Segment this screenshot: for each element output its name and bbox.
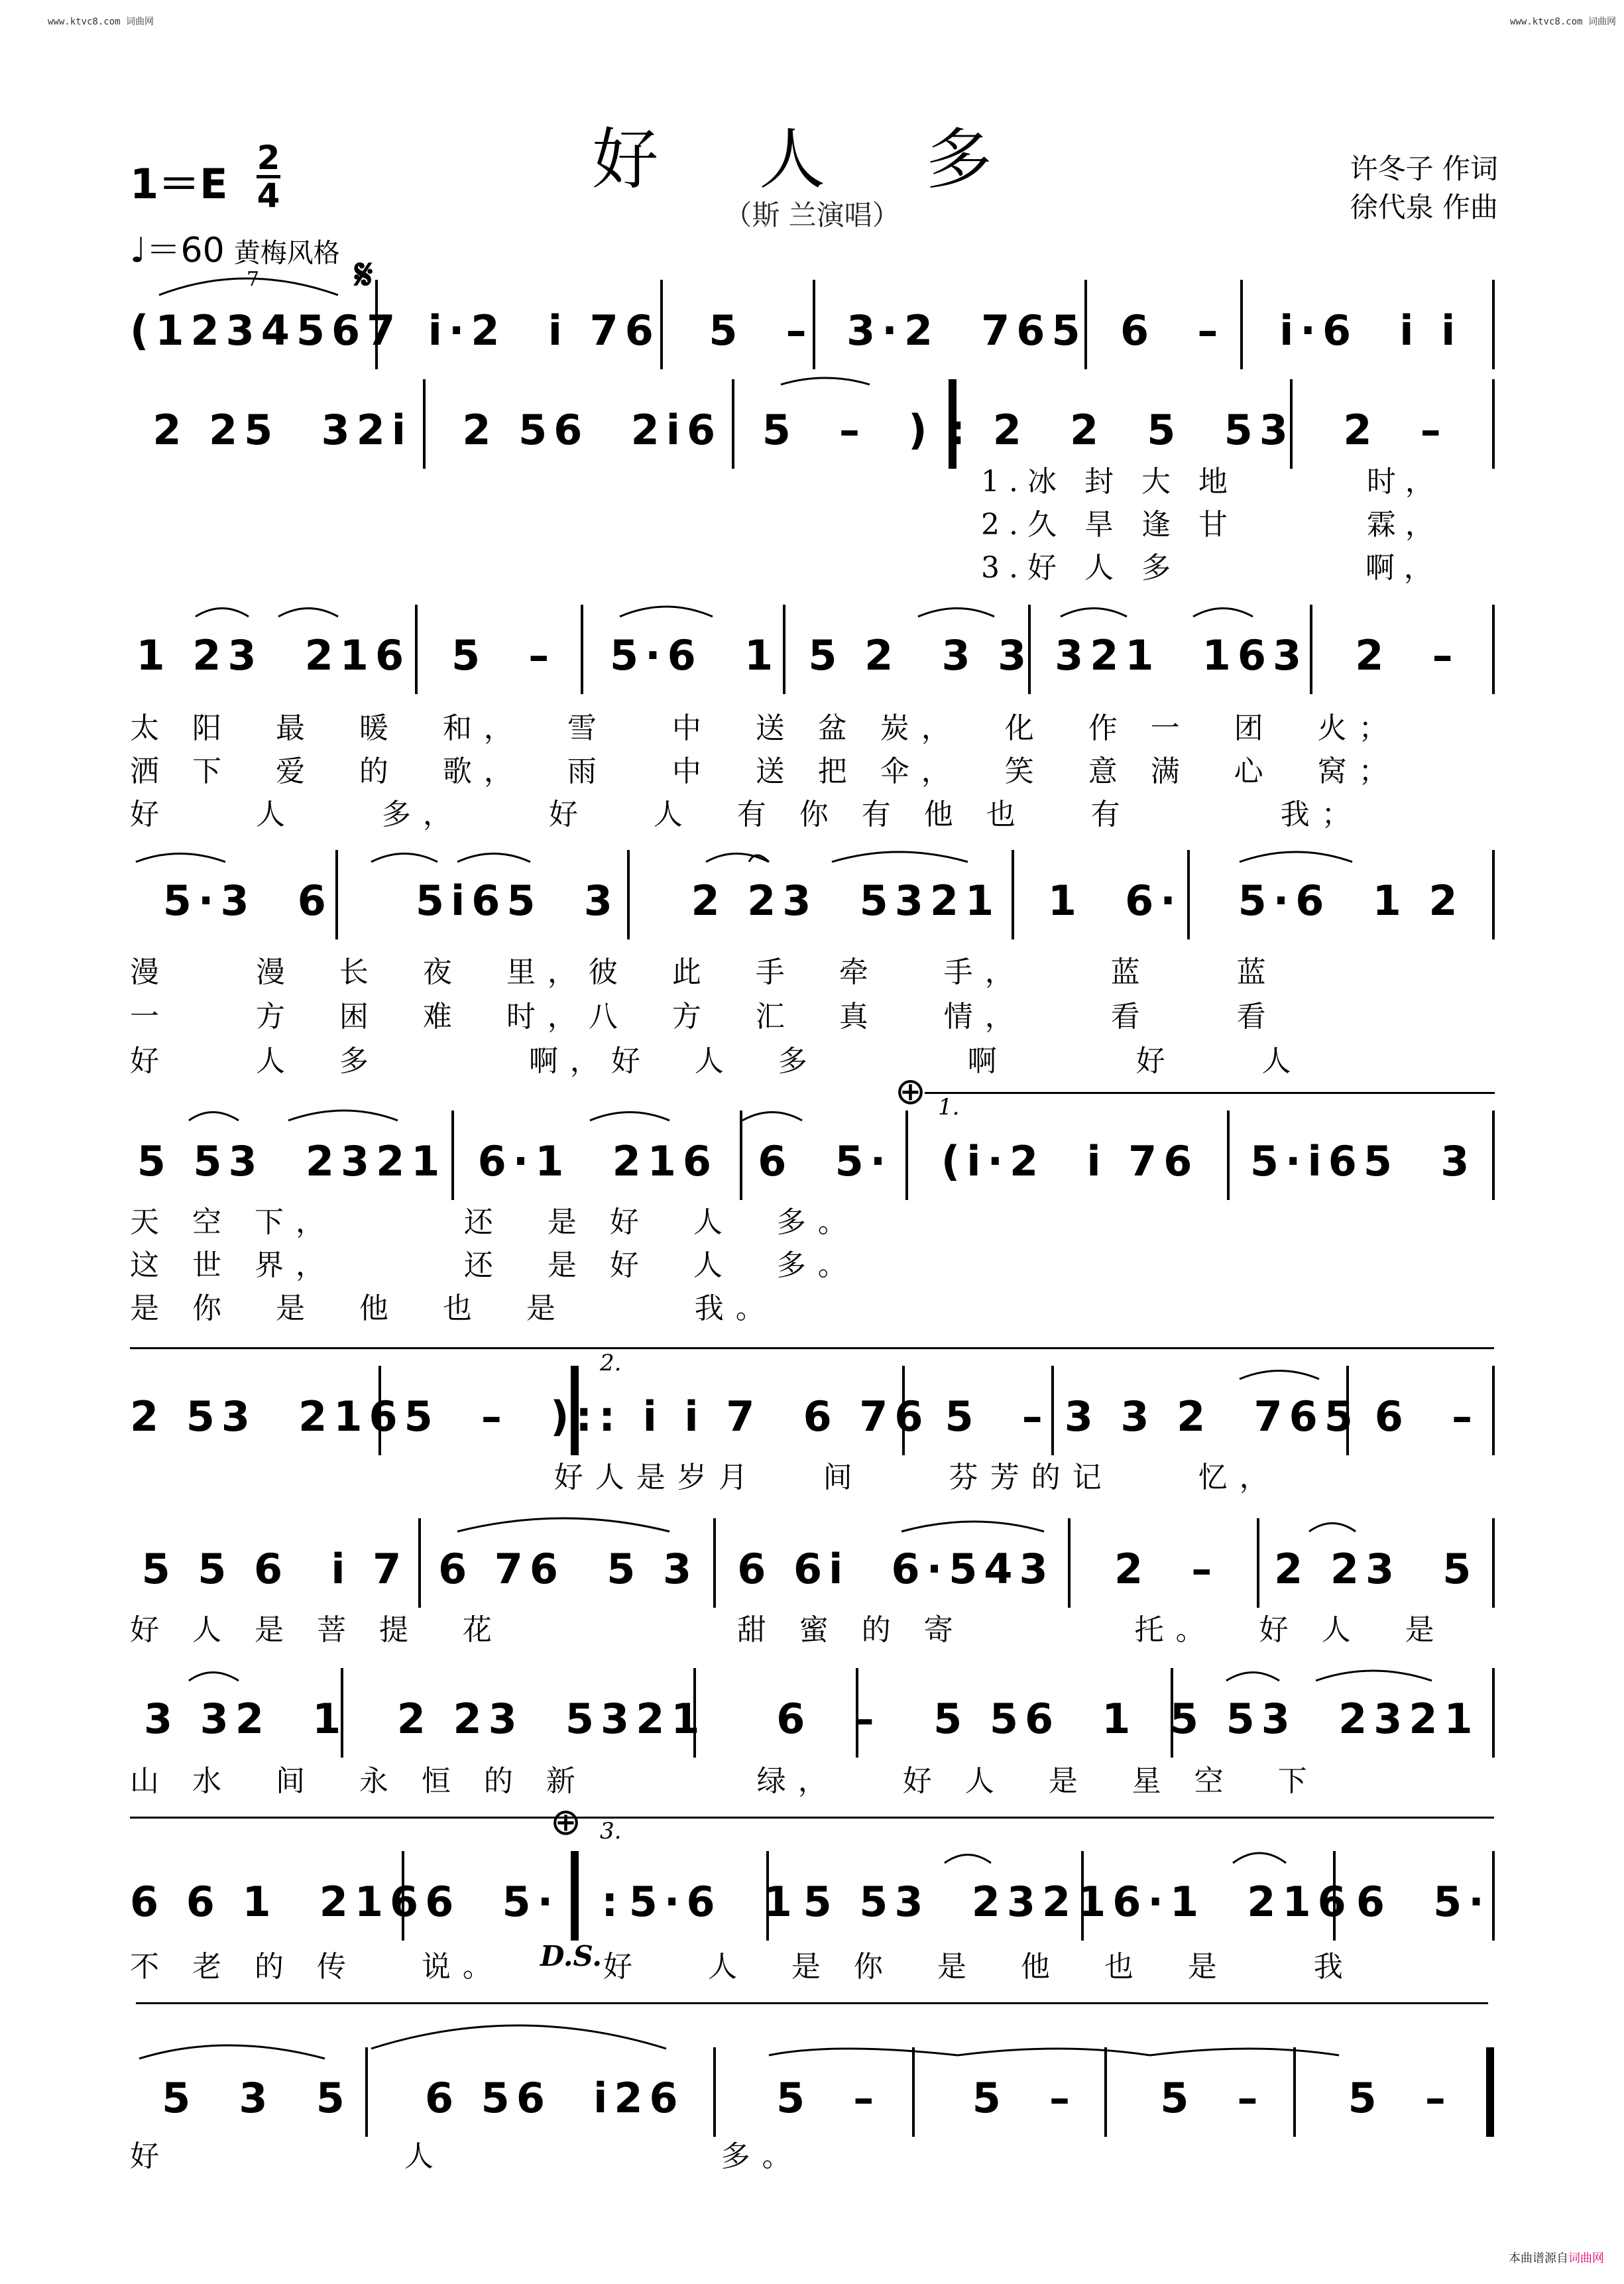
measure: 5 – ) <box>762 406 934 454</box>
measure: 3 3 2 765 <box>1064 1392 1360 1441</box>
lyric-line-2: 2.久 旱 逢 甘 霖， <box>981 508 1444 542</box>
measure: 5 – <box>451 631 556 680</box>
measure: 2 23 5 <box>1274 1545 1478 1593</box>
measure: 5 – <box>1160 2074 1265 2122</box>
coda-icon: ⊕ <box>895 1070 926 1113</box>
measure: (i·2 i 76 <box>941 1137 1199 1185</box>
measure: 2 – <box>1343 406 1448 454</box>
measure: 5 – ): <box>404 1392 599 1441</box>
measure: (1234567 <box>130 306 402 355</box>
lyric-line-3: 是 你 是 他 也 是 我。 <box>130 1292 777 1325</box>
measure: 6 6 1 216 <box>130 1878 426 1926</box>
measure: 2 – <box>1355 631 1460 680</box>
measure: 6 6i 6·543 <box>737 1545 1055 1593</box>
measure: 6 – <box>1374 1392 1479 1441</box>
lyric-line-1: 不 老 的 传 说。 <box>130 1950 504 1984</box>
lyric-line-2: 洒 下 爱 的 歌， 雨 中 送 把 伞， 笑 意 满 心 窝； <box>130 754 1400 788</box>
measure: 1 6· <box>1047 876 1183 925</box>
tempo-mark: ♩＝60 <box>130 231 225 270</box>
measure: 6·1 216 <box>1112 1878 1353 1926</box>
time-top: 2 <box>257 139 280 177</box>
measure: 5·i65 3 <box>1249 1137 1476 1185</box>
lyric-line-2: 好 人 是 你 是 他 也 是 我 <box>603 1950 1355 1984</box>
measure: 2 56 2i6 <box>462 406 723 454</box>
lyricist: 许冬子 作词 <box>1350 152 1498 185</box>
measure: 3 32 1 <box>143 1695 348 1743</box>
measure: 6 – <box>776 1695 881 1743</box>
measure: 5i65 3 <box>415 876 619 925</box>
measure: : 2 2 5 53 <box>949 406 1295 454</box>
dal-segno-mark: D.S. <box>540 1940 603 1972</box>
measure: i·2 i 76 <box>428 306 660 355</box>
lyric-line-1: 好 人 是 菩 提 花 甜 蜜 的 寄 托。 好 人 是 <box>130 1613 1446 1647</box>
lyric-line-3: 3.好 人 多 啊， <box>981 551 1442 585</box>
lyric-line-1: 天 空 下， 还 是 好 人 多。 <box>130 1205 859 1239</box>
measure: 1 23 216 <box>136 631 411 680</box>
measure: 2 53 216 <box>130 1392 404 1441</box>
lyric-line-2: 这 世 界， 还 是 好 人 多。 <box>130 1248 859 1282</box>
coda-icon: ⊕ <box>550 1801 581 1844</box>
measure: 5 – <box>945 1392 1049 1441</box>
style-mark: 黄梅风格 <box>233 238 340 269</box>
measure: 5·6 1 <box>628 1878 799 1926</box>
measure: 5 – <box>709 306 813 355</box>
volta-1-label: 1. <box>938 1094 960 1120</box>
volta-3-label: 3. <box>600 1818 622 1844</box>
site-watermark-right: www.ktvc8.com 词曲网 <box>1509 17 1616 27</box>
lyric-line-1: 好人是岁月 间 芬芳的记 忆， <box>130 1461 1281 1494</box>
lyric-line-3: 好 人 多， 好 人 有 你 有 他 也 有 我； <box>130 798 1363 831</box>
volta-2-label: 2. <box>600 1350 622 1376</box>
measure: 6 5· <box>1356 1878 1491 1926</box>
measure: 6 56 i26 <box>424 2074 685 2122</box>
site-watermark-left: www.ktvc8.com 词曲网 <box>48 17 154 27</box>
song-subtitle: （斯 兰演唱） <box>724 199 900 231</box>
key-signature: 1＝E <box>130 160 228 208</box>
measure: 6 – <box>1120 306 1225 355</box>
song-title: 好 人 多 <box>592 121 1032 198</box>
measure: i·6 i i <box>1279 306 1462 355</box>
measure: 3·2 765 <box>846 306 1087 355</box>
footer-prefix: 本曲谱源自 <box>1509 2252 1568 2265</box>
time-bottom: 4 <box>257 176 280 215</box>
measure: 5 2 3 3 <box>808 631 1033 680</box>
measure: 5 – <box>1348 2074 1452 2122</box>
measure: 5 – <box>972 2074 1077 2122</box>
lyric-line-1: 好 人 多。 <box>130 2139 803 2173</box>
measure: 6 5· : <box>425 1878 625 1926</box>
measure: 5 53 2321 <box>803 1878 1113 1926</box>
lyric-line-1: 漫 漫 长 夜 里，彼 此 手 牵 手， 蓝 蓝 <box>130 955 1278 989</box>
measure: 2 23 5321 <box>691 876 1001 925</box>
tuplet-number: 7 <box>247 268 260 291</box>
measure: 5 53 2321 <box>137 1137 447 1185</box>
measure: 6·1 216 <box>477 1137 718 1185</box>
lyric-line-1: 1.冰 封 大 地 时， <box>981 465 1444 499</box>
measure: 6 5· <box>758 1137 893 1185</box>
lyric-line-2: 一 方 困 难 时，八 方 汇 真 情， 看 看 <box>130 1000 1278 1034</box>
measure: 2 25 32i <box>152 406 413 454</box>
measure: 5 53 2321 <box>1169 1695 1479 1743</box>
measure: 5 3 5 <box>162 2074 351 2122</box>
measure: 5 5 6 i 7 <box>141 1545 408 1593</box>
measure: : i i 7 6 76 <box>599 1392 930 1441</box>
measure: 5·6 1 2 <box>1238 876 1464 925</box>
lyric-line-1: 太 阳 最 暖 和， 雪 中 送 盆 炭， 化 作 一 团 火； <box>130 711 1400 745</box>
measure: 2 – <box>1114 1545 1219 1593</box>
measure: 5·3 6 <box>162 876 333 925</box>
measure: 5 – <box>776 2074 881 2122</box>
lyric-line-1: 山 水 间 永 恒 的 新 绿， 好 人 是 星 空 下 <box>130 1764 1319 1798</box>
measure: 5 56 1 <box>933 1695 1137 1743</box>
measure: 321 163 <box>1055 631 1308 680</box>
segno-icon: 𝄋 <box>355 251 373 300</box>
lyric-line-3: 好 人 多 啊，好 人 多 啊 好 人 <box>130 1044 1303 1078</box>
measure: 5·6 1 <box>609 631 780 680</box>
measure: 6 76 5 3 <box>438 1545 699 1593</box>
measure: 2 23 5321 <box>396 1695 707 1743</box>
composer: 徐代泉 作曲 <box>1350 191 1498 223</box>
footer-source <box>1509 2249 1604 2266</box>
footer-brand[interactable]: 词曲网 <box>1568 2252 1604 2265</box>
